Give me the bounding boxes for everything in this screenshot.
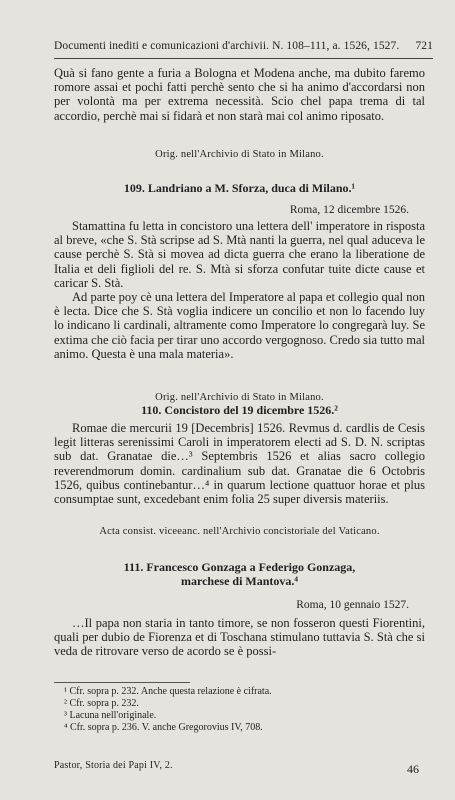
intro-source-block [54,148,425,162]
doc109-dateline: Roma, 12 dicembre 1526. [289,204,409,216]
doc111-dateline: Roma, 10 gennaio 1527. [296,599,409,611]
footnote-2: ² Cfr. sopra p. 232. [64,698,139,709]
doc110-source-block [54,525,425,539]
doc109-body [54,219,425,361]
doc111-title-line1: 111. Francesco Gonzaga a Federigo Gonzaga, [123,560,356,574]
footnotes [54,686,425,734]
doc109-paragraph-2: Ad parte poy cè una lettera del Imperatore al papa et collegio qual non è lecta. Dice che S. Stà voglia indicere un concilio et non lo facendo luy lo indicano li cardinali, altramente como Imperatore lo congregarà luy. Se extima che ciò facia per tirar uno accordo vergognoso. Credo sia tutto mal animo. Questa è una mala materia». [54,290,425,361]
header-rule [54,58,433,59]
footnote-rule [54,682,190,683]
doc109-title-block [54,181,425,195]
doc110-title: 110. Concistoro del 19 dicembre 1526.² [141,403,338,417]
doc109-paragraph-1: Stamattina fu letta in concistoro una lettera dell' imperatore in risposta al breve, «che S. Stà scripse ad S. Mtà nanti la guerra, nel qual aduceva le cause perchè S. Stà si movea ad dicta guerra che erano la liberatione de Italia et deli figlioli del re. S. Mtà si sforza confutar tuite dicte cause et caricar S. Stà. [54,219,425,290]
footnote-3: ³ Lacuna nell'originale. [64,710,157,721]
doc111-title-line2: marchese di Mantova.⁴ [180,574,299,589]
doc111-title-block [54,560,425,588]
running-title: Documenti inediti e comunicazioni d'archivii. N. 108–111, a. 1526, 1527. [54,40,400,52]
intro-paragraph: Quà si fano gente a furia a Bologna et Modena anche, ma dubito faremo romore assai et pochi fatti perchè sento che si ha animo d'accordarsi non per volontà ma per extrema necessità. Scio chel papa trema di tal accordio, perchè mai si fidarà et non starà mai col animo riposato. [54,66,425,123]
page-number: 721 [415,40,433,52]
doc111-paragraph-1: …Il papa non staria in tanto timore, se non fosseron questi Fiorentini, quali per dubio de Fiorenza et di Toschana stimulano tuttavia S. Stà che si veda de ritrovare verso de acordo se è possi- [54,616,425,659]
footer-citation: Pastor, Storia dei Papi IV, 2. [54,760,173,771]
doc111-dateline-block [54,598,425,612]
doc110-body [54,421,425,506]
intro-source: Orig. nell'Archivio di Stato in Milano. [155,149,324,160]
footnote-4: ⁴ Cfr. sopra p. 236. V. anche Gregorovius IV, 708. [64,722,263,733]
footer-signature: 46 [407,762,419,776]
doc110-source: Acta consist. viceeanc. nell'Archivio concistoriale del Vaticano. [99,526,380,537]
doc110-title-block [54,403,425,417]
intro-block [54,66,425,123]
doc110-paragraph-1: Romae die mercurii 19 [Decembris] 1526. Revmus d. cardlis de Cesis legit litteras serenissimi Caroli in imperatorem electi ad S. D. N. scriptas sub dat. Granatae die…³ Septembris 1526 et alias sacro collegio reverendmorum domin. cardinalium sub dat. Granatae die 6 Octobris 1526, quibus continebantur…⁴ in quarum lectione quattuor horae et plus consumptae sunt, excedebant enim folia 25 super diversis materiis. [54,421,425,507]
running-header [54,40,433,52]
doc109-source: Orig. nell'Archivio di Stato in Milano. [155,392,324,403]
footnote-1: ¹ Cfr. sopra p. 232. Anche questa relazione è cifrata. [64,686,272,697]
doc111-body [54,616,425,659]
doc109-title: 109. Landriano a M. Sforza, duca di Milano.¹ [123,181,356,195]
doc109-dateline-block [54,203,425,217]
